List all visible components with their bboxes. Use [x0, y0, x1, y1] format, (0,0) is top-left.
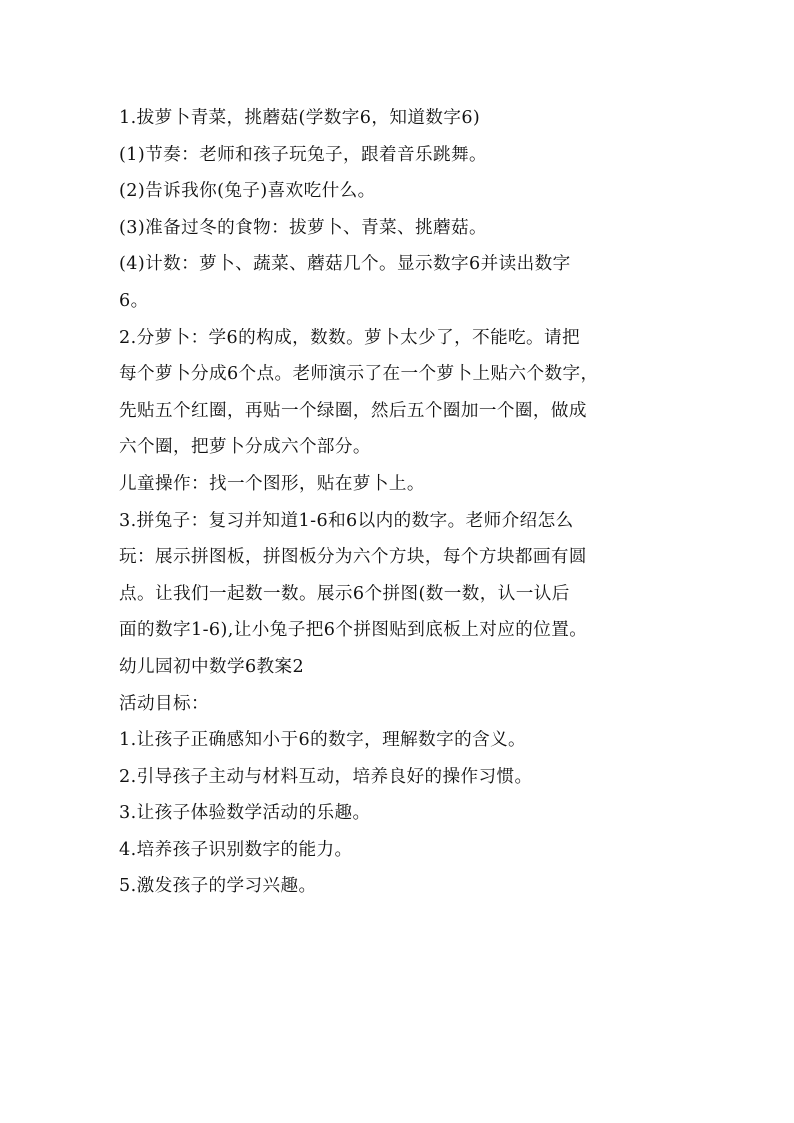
text-line: 儿童操作：找一个图形，贴在萝卜上。	[119, 473, 425, 494]
text-line: (4)计数：萝卜、蔬菜、蘑菇几个。显示数字6并读出数字	[119, 254, 571, 275]
text-line: 六个圈，把萝卜分成六个部分。	[119, 437, 371, 458]
text-line: 每个萝卜分成6个点。老师演示了在一个萝卜上贴六个数字，	[119, 364, 599, 385]
text-line: 2.引导孩子主动与材料互动，培养良好的操作习惯。	[119, 766, 533, 787]
text-line: 4.培养孩子识别数字的能力。	[119, 839, 353, 860]
text-line: 活动目标：	[119, 693, 209, 714]
text-line: (3)准备过冬的食物：拔萝卜、青菜、挑蘑菇。	[119, 217, 488, 238]
text-line: (2)告诉我你(兔子)喜欢吃什么。	[119, 181, 376, 202]
text-line: 1.让孩子正确感知小于6的数字，理解数字的含义。	[119, 730, 527, 751]
text-line: (1)节奏：老师和孩子玩兔子，跟着音乐跳舞。	[119, 144, 488, 165]
text-line: 5.激发孩子的学习兴趣。	[119, 876, 317, 897]
text-line: 玩：展示拼图板，拼图板分为六个方块，每个方块都画有圆	[119, 547, 587, 568]
section-heading: 幼儿园初中数学6教案2	[119, 656, 305, 677]
text-line: 面的数字1-6),让小兔子把6个拼图贴到底板上对应的位置。	[119, 620, 588, 641]
document-body	[119, 100, 675, 905]
text-line: 6。	[119, 290, 149, 311]
text-line: 点。让我们一起数一数。展示6个拼图(数一数，认一认后	[119, 583, 570, 604]
text-line: 2.分萝卜：学6的构成，数数。萝卜太少了，不能吃。请把	[119, 327, 581, 348]
text-line: 3.让孩子体验数学活动的乐趣。	[119, 803, 371, 824]
text-line: 1.拔萝卜青菜，挑蘑菇(学数字6，知道数字6)	[119, 108, 481, 128]
text-line: 3.拼兔子：复习并知道1-6和6以内的数字。老师介绍怎么	[119, 510, 574, 531]
text-line: 先贴五个红圈，再贴一个绿圈，然后五个圈加一个圈，做成	[119, 400, 587, 421]
